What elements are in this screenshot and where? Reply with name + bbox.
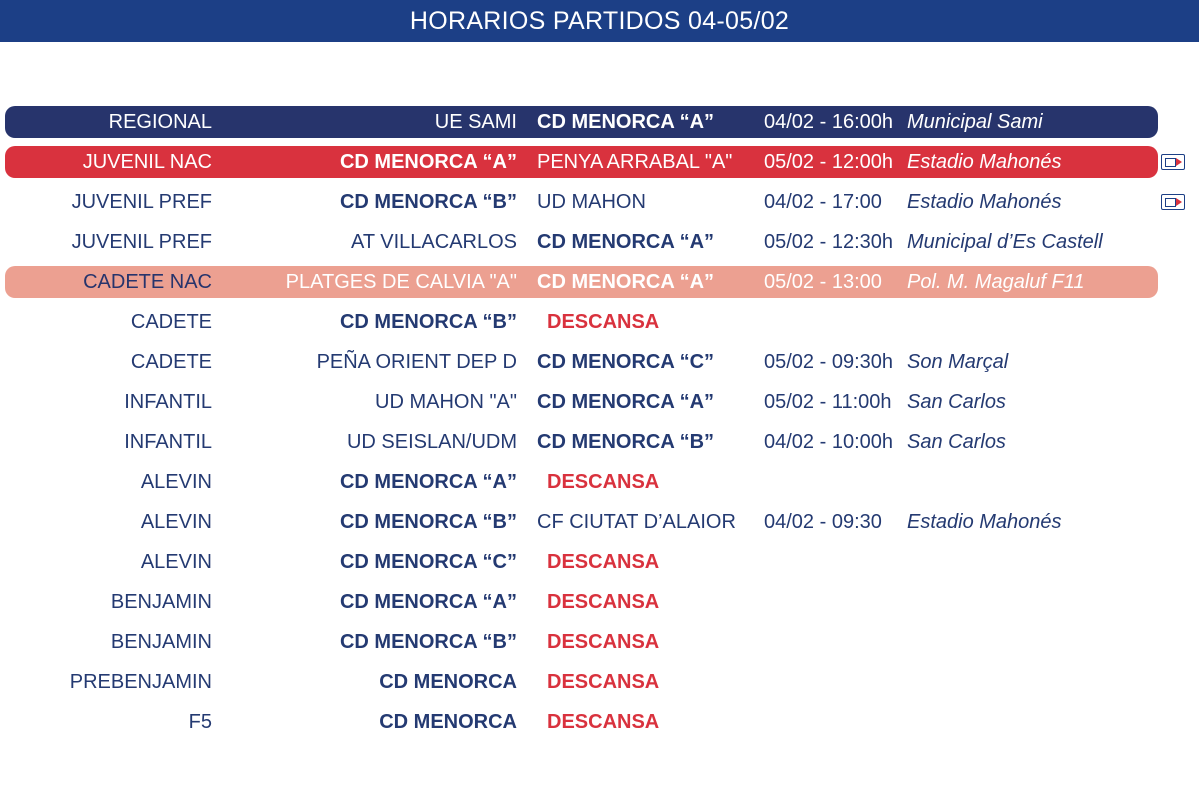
match-row: [0, 662, 1199, 702]
match-row: [0, 102, 1199, 142]
match-time: 05/02 - 09:30h: [764, 351, 893, 373]
category: ALEVIN: [140, 511, 212, 533]
venue: San Carlos: [907, 391, 1006, 413]
home-team: UD MAHON "A": [375, 391, 517, 413]
category: JUVENIL PREF: [71, 191, 212, 213]
rest-status: DESCANSA: [547, 471, 660, 493]
page-title: [0, 0, 1199, 42]
venue: Pol. M. Magaluf F11: [907, 271, 1085, 293]
tv-broadcast-icon[interactable]: [1161, 154, 1185, 170]
match-row: [0, 502, 1199, 542]
match-time: 05/02 - 11:00h: [764, 391, 892, 413]
match-row: [0, 222, 1199, 262]
away-team: CD MENORCA “A”: [537, 111, 715, 133]
match-time: 04/02 - 17:00: [764, 191, 882, 213]
home-team: CD MENORCA “B”: [339, 631, 517, 653]
home-team: CD MENORCA “A”: [339, 471, 517, 493]
rest-status: DESCANSA: [547, 711, 660, 733]
home-team: AT VILLACARLOS: [351, 231, 517, 253]
away-team: CD MENORCA “B”: [537, 431, 715, 453]
category: PREBENJAMIN: [69, 671, 212, 693]
category: CADETE: [130, 311, 212, 333]
home-team: CD MENORCA: [379, 711, 517, 733]
rest-status: DESCANSA: [547, 591, 660, 613]
match-time: 05/02 - 13:00: [764, 271, 882, 293]
away-team: CD MENORCA “C”: [537, 351, 715, 373]
home-team: CD MENORCA “B”: [339, 191, 517, 213]
category: JUVENIL NAC: [82, 151, 212, 173]
match-row: [0, 622, 1199, 662]
match-time: 04/02 - 10:00h: [764, 431, 893, 453]
category: INFANTIL: [124, 391, 212, 413]
rest-status: DESCANSA: [547, 631, 660, 653]
home-team: CD MENORCA: [379, 671, 517, 693]
venue: Son Marçal: [907, 351, 1009, 373]
match-row: [0, 382, 1199, 422]
venue: Estadio Mahonés: [907, 511, 1062, 533]
category: JUVENIL PREF: [71, 231, 212, 253]
venue: Municipal d’Es Castell: [907, 231, 1103, 253]
away-team: UD MAHON: [537, 191, 646, 213]
match-row: [0, 262, 1199, 302]
category: BENJAMIN: [110, 631, 212, 653]
category: CADETE NAC: [83, 271, 212, 293]
away-team: CF CIUTAT D’ALAIOR: [537, 511, 736, 533]
home-team: CD MENORCA “B”: [339, 511, 517, 533]
page-title-text: HORARIOS PARTIDOS 04-05/02: [409, 6, 790, 35]
venue: Municipal Sami: [907, 111, 1043, 133]
category: CADETE: [130, 351, 212, 373]
rest-status: DESCANSA: [547, 311, 660, 333]
home-team: CD MENORCA “B”: [339, 311, 517, 333]
category: REGIONAL: [108, 111, 212, 133]
match-row: [0, 422, 1199, 462]
venue: San Carlos: [907, 431, 1006, 453]
home-team: CD MENORCA “A”: [339, 151, 517, 173]
match-row: [0, 302, 1199, 342]
home-team: UD SEISLAN/UDM: [346, 431, 517, 453]
venue: Estadio Mahonés: [907, 151, 1062, 173]
away-team: CD MENORCA “A”: [537, 391, 715, 413]
tv-broadcast-icon[interactable]: [1161, 194, 1185, 210]
match-time: 05/02 - 12:30h: [764, 231, 893, 253]
matches-list: [0, 102, 1199, 742]
away-team: CD MENORCA “A”: [537, 271, 715, 293]
match-row: [0, 702, 1199, 742]
away-team: CD MENORCA “A”: [537, 231, 715, 253]
match-time: 04/02 - 16:00h: [764, 111, 893, 133]
match-row: [0, 542, 1199, 582]
category: INFANTIL: [124, 431, 212, 453]
match-time: 05/02 - 12:00h: [764, 151, 893, 173]
match-row: [0, 582, 1199, 622]
home-team: PEÑA ORIENT DEP D: [316, 351, 517, 373]
home-team: CD MENORCA “C”: [339, 551, 517, 573]
category: BENJAMIN: [110, 591, 212, 613]
rest-status: DESCANSA: [547, 551, 660, 573]
match-row: [0, 462, 1199, 502]
home-team: PLATGES DE CALVIA "A": [285, 271, 517, 293]
away-team: PENYA ARRABAL "A": [537, 151, 733, 173]
match-time: 04/02 - 09:30: [764, 511, 882, 533]
home-team: UE SAMI: [434, 111, 517, 133]
category: F5: [188, 711, 212, 733]
match-row: [0, 182, 1199, 222]
home-team: CD MENORCA “A”: [339, 591, 517, 613]
category: ALEVIN: [140, 551, 212, 573]
venue: Estadio Mahonés: [907, 191, 1062, 213]
category: ALEVIN: [140, 471, 212, 493]
match-row: [0, 142, 1199, 182]
match-row: [0, 342, 1199, 382]
rest-status: DESCANSA: [547, 671, 660, 693]
